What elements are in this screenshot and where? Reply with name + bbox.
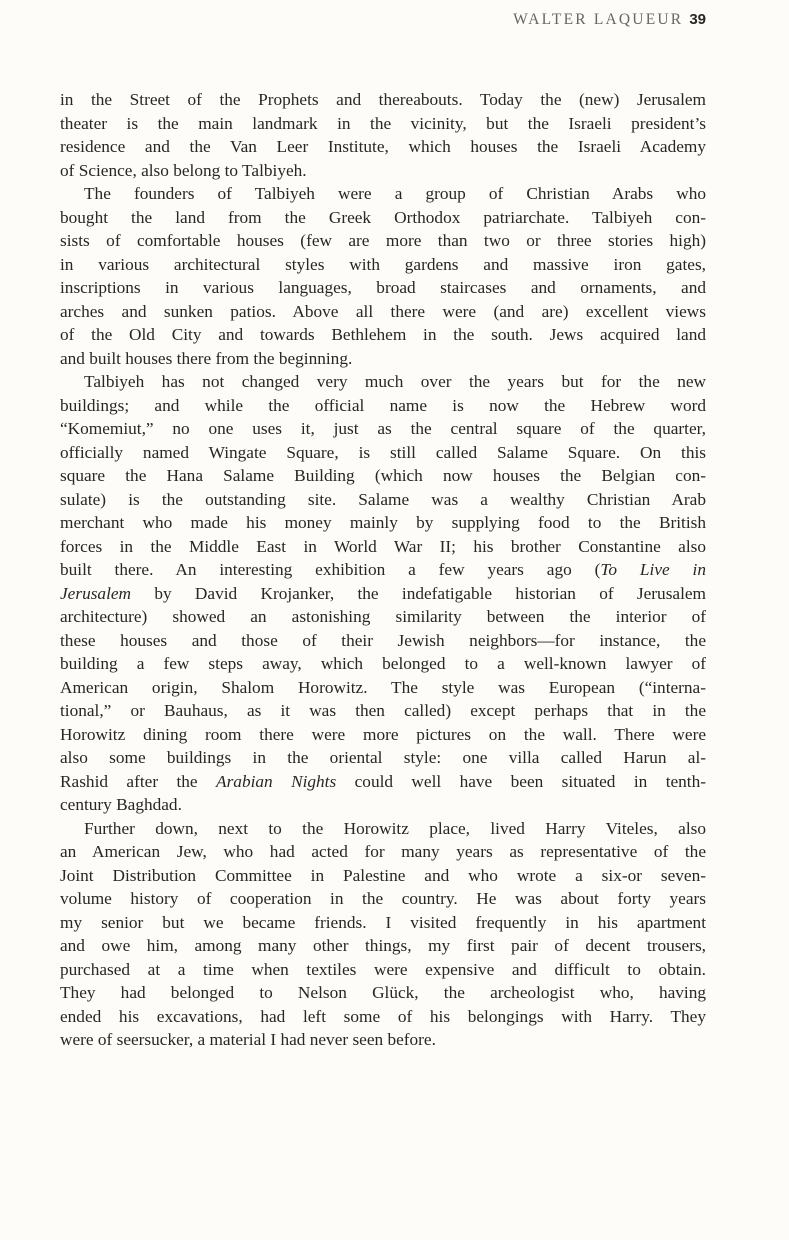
line-text: Further down, next to the Horowitz place, lived Harry Viteles, also (84, 818, 706, 838)
line-text-after: by David Krojanker, the indefatigable historian of Jerusalem (131, 583, 706, 603)
line-text: architecture) showed an astonishing similarity between the interior of (60, 607, 706, 626)
line-text: square the Hana Salame Building (which now houses the Belgian con- (60, 466, 706, 485)
text-line (60, 511, 706, 535)
text-line (60, 394, 706, 418)
line-text: of the Old City and towards Bethlehem in the south. Jews acquired land (60, 325, 706, 344)
text-line (60, 605, 706, 629)
running-head (513, 11, 706, 29)
line-text: Horowitz dining room there were more pictures on the wall. There were (60, 724, 706, 744)
line-text: Rashid after the (60, 771, 217, 791)
line-text: The founders of Talbiyeh were a group of Christian Arabs who (84, 184, 706, 203)
line-text: an American Jew, who had acted for many years as representative of the (60, 842, 706, 861)
text-line (60, 159, 706, 183)
line-text: bought the land from the Greek Orthodox patriarchate. Talbiyeh con- (60, 207, 706, 227)
text-line (60, 370, 706, 394)
line-text: American origin, Shalom Horowitz. The style was European (“interna- (60, 677, 706, 697)
line-text: residence and the Van Leer Institute, which houses the Israeli Academy (60, 137, 706, 156)
text-line (60, 558, 706, 582)
text-line (60, 793, 706, 817)
line-text: inscriptions in various languages, broad staircases and ornaments, and (60, 278, 706, 297)
text-line (60, 300, 706, 324)
line-text: officially named Wingate Square, is still called Salame Square. On this (60, 442, 706, 462)
text-line (60, 582, 706, 606)
line-text: these houses and those of their Jewish neighbors—for instance, the (60, 630, 706, 650)
text-line (60, 981, 706, 1005)
text-line (60, 887, 706, 911)
line-text: of Science, also belong to Talbiyeh. (60, 160, 307, 180)
line-text: sulate) is the outstanding site. Salame was a wealthy Christian Arab (60, 489, 706, 509)
text-line (60, 276, 706, 300)
text-line (60, 206, 706, 230)
line-text: buildings; and while the official name is now the Hebrew word (60, 395, 706, 415)
body-text (60, 88, 706, 1052)
text-line (60, 652, 706, 676)
line-text: and built houses there from the beginning. (60, 348, 353, 368)
line-text: merchant who made his money mainly by supplying food to the British (60, 513, 706, 532)
text-line (60, 535, 706, 559)
text-line (60, 629, 706, 653)
text-line (60, 347, 706, 371)
italic-title: Jerusalem (60, 583, 132, 603)
page-number: 39 (689, 11, 706, 28)
text-line (60, 112, 706, 136)
line-text: purchased at a time when textiles were expensive and difficult to obtain. (60, 959, 706, 979)
line-text: in the Street of the Prophets and thereabouts. Today the (new) Jerusalem (60, 90, 706, 109)
line-text: built there. An interesting exhibition a few years ago ( (60, 560, 601, 579)
line-text: “Komemiut,” no one uses it, just as the central square of the quarter, (60, 419, 706, 438)
text-line (60, 676, 706, 700)
text-line (60, 864, 706, 888)
line-text: Talbiyeh has not changed very much over the years but for the new (84, 372, 706, 391)
line-text: theater is the main landmark in the vicinity, but the Israeli president’s (60, 113, 706, 133)
text-line (60, 135, 706, 159)
text-line (60, 323, 706, 347)
italic-title: Arabian Nights (216, 771, 337, 791)
text-line (60, 464, 706, 488)
text-line (60, 699, 706, 723)
line-text: ended his excavations, had left some of his belongings with Harry. They (60, 1006, 706, 1026)
author-name: WALTER LAQUEUR (513, 11, 684, 28)
text-line (60, 182, 706, 206)
line-text: forces in the Middle East in World War II; his brother Constantine also (60, 536, 706, 556)
text-line (60, 817, 706, 841)
text-line (60, 1005, 706, 1029)
line-text: were of seersucker, a material I had never seen before. (60, 1030, 436, 1049)
italic-title: To Live in (600, 560, 706, 579)
line-text-after: could well have been situated in tenth- (336, 771, 706, 791)
line-text: my senior but we became friends. I visited frequently in his apartment (60, 912, 706, 932)
text-line (60, 253, 706, 277)
line-text: Joint Distribution Committee in Palestine and who wrote a six-or seven- (60, 865, 706, 885)
line-text: arches and sunken patios. Above all there were (and are) excellent views (60, 301, 706, 321)
text-line (60, 229, 706, 253)
text-line (60, 958, 706, 982)
line-text: tional,” or Bauhaus, as it was then called) except perhaps that in the (60, 701, 706, 720)
line-text: They had belonged to Nelson Glück, the archeologist who, having (60, 983, 706, 1002)
text-line (60, 746, 706, 770)
text-line (60, 441, 706, 465)
line-text: in various architectural styles with gardens and massive iron gates, (60, 254, 706, 274)
text-line (60, 1028, 706, 1052)
text-line (60, 840, 706, 864)
line-text: and owe him, among many other things, my first pair of decent trousers, (60, 936, 706, 955)
line-text: sists of comfortable houses (few are more than two or three stories high) (60, 231, 706, 250)
text-line (60, 723, 706, 747)
line-text: also some buildings in the oriental style: one villa called Harun al- (60, 748, 706, 767)
text-line (60, 934, 706, 958)
text-line (60, 488, 706, 512)
text-line (60, 770, 706, 794)
text-line (60, 911, 706, 935)
line-text: building a few steps away, which belonged to a well-known lawyer of (60, 654, 706, 673)
line-text: volume history of cooperation in the country. He was about forty years (60, 889, 706, 908)
line-text: century Baghdad. (60, 795, 182, 814)
text-line (60, 88, 706, 112)
text-line (60, 417, 706, 441)
